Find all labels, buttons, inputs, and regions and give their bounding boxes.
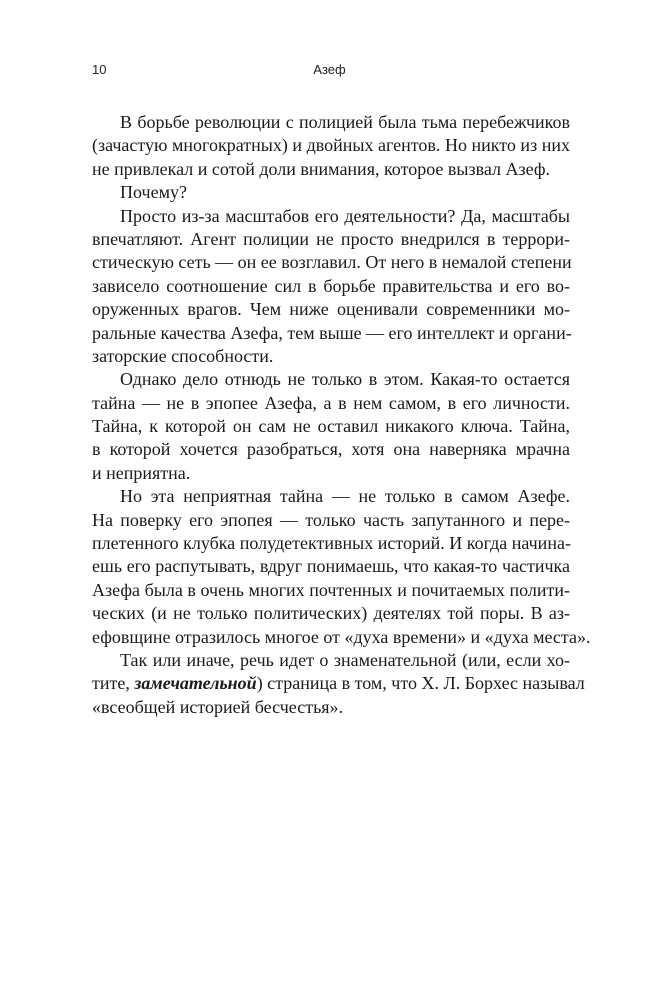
page-header <box>0 62 659 82</box>
running-title: Азеф <box>313 62 346 77</box>
text-line: в которой хочется разобраться, хотя она наверняка мрачна <box>92 439 570 460</box>
text-line: стическую сеть — он ее возглавил. От него в немалой степени <box>92 252 572 273</box>
text-line: тайна — не в эпопее Азефа, а в нем самом, в его личности. <box>92 392 570 413</box>
text-line <box>92 672 585 695</box>
text-segment: тите, <box>92 673 135 694</box>
text-line: Азефа была в очень многих почтенных и почитаемых полити- <box>92 579 570 600</box>
page-number: 10 <box>92 62 107 77</box>
text-line: Но эта неприятная тайна — не только в самом Азефе. <box>120 486 570 507</box>
text-line: Просто из-за масштабов его деятельности? Да, масштабы <box>120 205 570 226</box>
text-line: «всеобщей историей бесчестья». <box>92 696 344 717</box>
text-line: ческих (и не только политических) деятелях той поры. В аз- <box>92 603 570 624</box>
text-line: ральные качества Азефа, тем выше — его интеллект и органи- <box>92 322 572 343</box>
text-line: Почему? <box>120 182 187 203</box>
text-line: зависело соотношение сил в борьбе правительства и его во- <box>92 275 570 296</box>
text-line: (зачастую многократных) и двойных агентов. Но никто из них <box>92 135 570 156</box>
emphasis: замечательной <box>134 673 257 694</box>
text-segment: ) страница в том, что Х. Л. Борхес называл <box>256 673 585 694</box>
text-line: оруженных врагов. Чем ниже оценивали современники мо- <box>92 299 570 320</box>
text-line: В борьбе революции с полицией была тьма перебежчиков <box>120 112 570 132</box>
text-line: заторские способности. <box>92 345 274 366</box>
text-line: Так или иначе, речь идет о знаменательной (или, если хо- <box>120 649 570 670</box>
text-line: На поверку его эпопея — только часть запутанного и пере- <box>92 509 570 530</box>
text-line: ефовщине отразилось многое от «духа времени» и «духа места». <box>92 626 591 647</box>
text-line: Однако дело отнюдь не только в этом. Какая-то остается <box>120 369 570 390</box>
text-line: впечатляют. Агент полиции не просто внедрился в террори- <box>92 228 570 249</box>
text-line: Тайна, к которой он сам не оставил никакого ключа. Тайна, <box>92 416 570 437</box>
body-text <box>92 111 591 719</box>
text-line: не привлекал и сотой доли внимания, которое вызвал Азеф. <box>92 158 550 179</box>
text-line: и неприятна. <box>92 462 191 483</box>
text-line: ешь его распутывать, вдруг понимаешь, что какая-то частичка <box>92 556 570 577</box>
text-line: плетенного клубка полудетективных историй. И когда начина- <box>92 533 571 554</box>
